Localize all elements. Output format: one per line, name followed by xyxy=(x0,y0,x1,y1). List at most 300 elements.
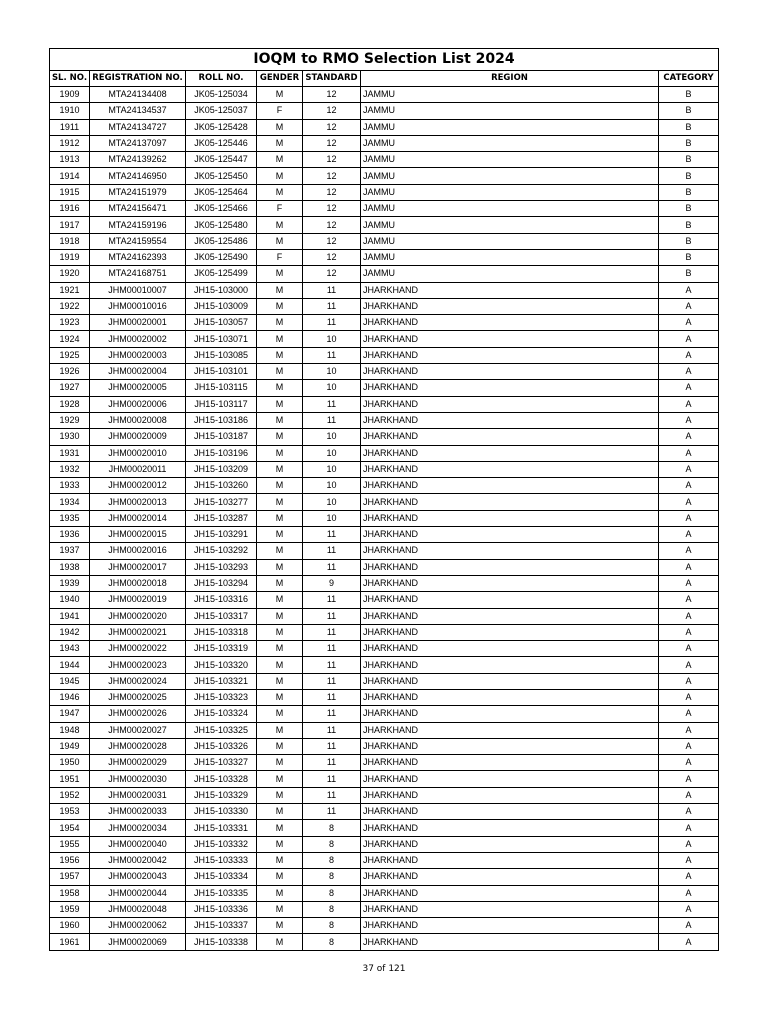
table-row xyxy=(50,135,719,151)
region-cell: JHARKHAND xyxy=(361,755,659,771)
roll-no-cell: JH15-103101 xyxy=(186,364,257,380)
sl-no-cell: 1937 xyxy=(50,543,90,559)
sl-no-cell: 1935 xyxy=(50,510,90,526)
sl-no-cell: 1961 xyxy=(50,934,90,950)
table-row xyxy=(50,298,719,314)
sl-no-cell: 1939 xyxy=(50,575,90,591)
region-cell: JAMMU xyxy=(361,152,659,168)
region-cell: JHARKHAND xyxy=(361,918,659,934)
region-cell: JAMMU xyxy=(361,168,659,184)
sl-no-cell: 1953 xyxy=(50,804,90,820)
region-cell: JHARKHAND xyxy=(361,461,659,477)
standard-cell: 11 xyxy=(303,315,361,331)
table-row xyxy=(50,657,719,673)
gender-cell: M xyxy=(257,820,303,836)
sl-no-cell: 1912 xyxy=(50,135,90,151)
gender-cell: M xyxy=(257,852,303,868)
column-header-gender: GENDER xyxy=(257,71,303,87)
category-cell: A xyxy=(659,575,719,591)
sl-no-cell: 1920 xyxy=(50,266,90,282)
registration-no-cell: JHM00020003 xyxy=(90,347,186,363)
gender-cell: M xyxy=(257,657,303,673)
registration-no-cell: JHM00020043 xyxy=(90,869,186,885)
standard-cell: 10 xyxy=(303,510,361,526)
table-row xyxy=(50,87,719,103)
sl-no-cell: 1928 xyxy=(50,396,90,412)
roll-no-cell: JH15-103331 xyxy=(186,820,257,836)
gender-cell: M xyxy=(257,885,303,901)
registration-no-cell: JHM00020033 xyxy=(90,804,186,820)
sl-no-cell: 1934 xyxy=(50,494,90,510)
table-row xyxy=(50,608,719,624)
region-cell: JHARKHAND xyxy=(361,510,659,526)
roll-no-cell: JH15-103319 xyxy=(186,641,257,657)
standard-cell: 12 xyxy=(303,103,361,119)
registration-no-cell: JHM00020013 xyxy=(90,494,186,510)
table-row xyxy=(50,901,719,917)
gender-cell: M xyxy=(257,543,303,559)
table-row xyxy=(50,527,719,543)
table-row xyxy=(50,934,719,950)
region-cell: JAMMU xyxy=(361,233,659,249)
standard-cell: 12 xyxy=(303,119,361,135)
category-cell: A xyxy=(659,494,719,510)
registration-no-cell: JHM00020040 xyxy=(90,836,186,852)
roll-no-cell: JH15-103186 xyxy=(186,412,257,428)
category-cell: B xyxy=(659,184,719,200)
table-row xyxy=(50,396,719,412)
standard-cell: 11 xyxy=(303,722,361,738)
sl-no-cell: 1913 xyxy=(50,152,90,168)
region-cell: JHARKHAND xyxy=(361,869,659,885)
gender-cell: M xyxy=(257,722,303,738)
gender-cell: F xyxy=(257,201,303,217)
standard-cell: 10 xyxy=(303,478,361,494)
registration-no-cell: JHM00020001 xyxy=(90,315,186,331)
registration-no-cell: JHM00020019 xyxy=(90,592,186,608)
gender-cell: M xyxy=(257,494,303,510)
table-row xyxy=(50,119,719,135)
region-cell: JHARKHAND xyxy=(361,706,659,722)
table-row xyxy=(50,755,719,771)
standard-cell: 10 xyxy=(303,364,361,380)
roll-no-cell: JH15-103187 xyxy=(186,429,257,445)
sl-no-cell: 1940 xyxy=(50,592,90,608)
gender-cell: M xyxy=(257,217,303,233)
registration-no-cell: MTA24137097 xyxy=(90,135,186,151)
table-row xyxy=(50,282,719,298)
roll-no-cell: JH15-103329 xyxy=(186,787,257,803)
region-cell: JHARKHAND xyxy=(361,429,659,445)
table-row xyxy=(50,315,719,331)
region-cell: JHARKHAND xyxy=(361,641,659,657)
registration-no-cell: JHM00010007 xyxy=(90,282,186,298)
gender-cell: M xyxy=(257,184,303,200)
registration-no-cell: JHM00020005 xyxy=(90,380,186,396)
table-row xyxy=(50,673,719,689)
gender-cell: M xyxy=(257,608,303,624)
table-row xyxy=(50,592,719,608)
sl-no-cell: 1931 xyxy=(50,445,90,461)
region-cell: JHARKHAND xyxy=(361,901,659,917)
table-row xyxy=(50,249,719,265)
standard-cell: 11 xyxy=(303,298,361,314)
standard-cell: 8 xyxy=(303,852,361,868)
sl-no-cell: 1951 xyxy=(50,771,90,787)
standard-cell: 11 xyxy=(303,706,361,722)
table-row xyxy=(50,787,719,803)
sl-no-cell: 1910 xyxy=(50,103,90,119)
gender-cell: M xyxy=(257,575,303,591)
gender-cell: M xyxy=(257,347,303,363)
registration-no-cell: MTA24151979 xyxy=(90,184,186,200)
region-cell: JHARKHAND xyxy=(361,608,659,624)
standard-cell: 11 xyxy=(303,347,361,363)
sl-no-cell: 1927 xyxy=(50,380,90,396)
table-row xyxy=(50,836,719,852)
table-row xyxy=(50,706,719,722)
roll-no-cell: JH15-103317 xyxy=(186,608,257,624)
category-cell: A xyxy=(659,657,719,673)
standard-cell: 11 xyxy=(303,689,361,705)
roll-no-cell: JK05-125037 xyxy=(186,103,257,119)
region-cell: JHARKHAND xyxy=(361,412,659,428)
registration-no-cell: JHM00010016 xyxy=(90,298,186,314)
roll-no-cell: JH15-103117 xyxy=(186,396,257,412)
category-cell: A xyxy=(659,331,719,347)
region-cell: JHARKHAND xyxy=(361,673,659,689)
category-cell: A xyxy=(659,298,719,314)
standard-cell: 11 xyxy=(303,804,361,820)
sl-no-cell: 1946 xyxy=(50,689,90,705)
roll-no-cell: JH15-103333 xyxy=(186,852,257,868)
category-cell: A xyxy=(659,820,719,836)
table-row xyxy=(50,575,719,591)
roll-no-cell: JH15-103321 xyxy=(186,673,257,689)
region-cell: JAMMU xyxy=(361,103,659,119)
region-cell: JHARKHAND xyxy=(361,689,659,705)
standard-cell: 10 xyxy=(303,331,361,347)
standard-cell: 11 xyxy=(303,787,361,803)
column-header-sl-no: SL. NO. xyxy=(50,71,90,87)
category-cell: B xyxy=(659,233,719,249)
page-number: 37 of 121 xyxy=(362,964,406,974)
gender-cell: M xyxy=(257,673,303,689)
sl-no-cell: 1950 xyxy=(50,755,90,771)
gender-cell: M xyxy=(257,168,303,184)
registration-no-cell: JHM00020006 xyxy=(90,396,186,412)
roll-no-cell: JK05-125466 xyxy=(186,201,257,217)
sl-no-cell: 1943 xyxy=(50,641,90,657)
registration-no-cell: JHM00020004 xyxy=(90,364,186,380)
registration-no-cell: JHM00020021 xyxy=(90,624,186,640)
registration-no-cell: JHM00020027 xyxy=(90,722,186,738)
region-cell: JHARKHAND xyxy=(361,396,659,412)
sl-no-cell: 1959 xyxy=(50,901,90,917)
roll-no-cell: JH15-103330 xyxy=(186,804,257,820)
region-cell: JAMMU xyxy=(361,201,659,217)
table-row xyxy=(50,331,719,347)
category-cell: A xyxy=(659,412,719,428)
gender-cell: M xyxy=(257,412,303,428)
table-row xyxy=(50,722,719,738)
registration-no-cell: JHM00020030 xyxy=(90,771,186,787)
category-cell: B xyxy=(659,168,719,184)
standard-cell: 11 xyxy=(303,527,361,543)
standard-cell: 10 xyxy=(303,461,361,477)
category-cell: A xyxy=(659,315,719,331)
table-row xyxy=(50,347,719,363)
standard-cell: 12 xyxy=(303,168,361,184)
standard-cell: 11 xyxy=(303,608,361,624)
gender-cell: M xyxy=(257,429,303,445)
registration-no-cell: JHM00020020 xyxy=(90,608,186,624)
region-cell: JHARKHAND xyxy=(361,380,659,396)
column-header-category: CATEGORY xyxy=(659,71,719,87)
category-cell: A xyxy=(659,885,719,901)
region-cell: JAMMU xyxy=(361,87,659,103)
region-cell: JHARKHAND xyxy=(361,331,659,347)
category-cell: B xyxy=(659,135,719,151)
roll-no-cell: JH15-103318 xyxy=(186,624,257,640)
registration-no-cell: JHM00020042 xyxy=(90,852,186,868)
registration-no-cell: MTA24159554 xyxy=(90,233,186,249)
sl-no-cell: 1958 xyxy=(50,885,90,901)
standard-cell: 10 xyxy=(303,380,361,396)
roll-no-cell: JH15-103085 xyxy=(186,347,257,363)
sl-no-cell: 1952 xyxy=(50,787,90,803)
registration-no-cell: MTA24134727 xyxy=(90,119,186,135)
standard-cell: 11 xyxy=(303,657,361,673)
registration-no-cell: JHM00020044 xyxy=(90,885,186,901)
standard-cell: 8 xyxy=(303,934,361,950)
column-header-region: REGION xyxy=(361,71,659,87)
registration-no-cell: JHM00020026 xyxy=(90,706,186,722)
roll-no-cell: JH15-103277 xyxy=(186,494,257,510)
sl-no-cell: 1944 xyxy=(50,657,90,673)
standard-cell: 12 xyxy=(303,217,361,233)
roll-no-cell: JH15-103332 xyxy=(186,836,257,852)
gender-cell: M xyxy=(257,738,303,754)
standard-cell: 8 xyxy=(303,869,361,885)
table-row xyxy=(50,364,719,380)
gender-cell: M xyxy=(257,559,303,575)
registration-no-cell: JHM00020023 xyxy=(90,657,186,673)
sl-no-cell: 1945 xyxy=(50,673,90,689)
roll-no-cell: JH15-103291 xyxy=(186,527,257,543)
gender-cell: M xyxy=(257,478,303,494)
column-header-standard: STANDARD xyxy=(303,71,361,87)
roll-no-cell: JH15-103287 xyxy=(186,510,257,526)
registration-no-cell: JHM00020025 xyxy=(90,689,186,705)
roll-no-cell: JH15-103326 xyxy=(186,738,257,754)
roll-no-cell: JH15-103338 xyxy=(186,934,257,950)
sl-no-cell: 1960 xyxy=(50,918,90,934)
registration-no-cell: MTA24162393 xyxy=(90,249,186,265)
roll-no-cell: JH15-103337 xyxy=(186,918,257,934)
category-cell: A xyxy=(659,787,719,803)
gender-cell: M xyxy=(257,869,303,885)
roll-no-cell: JH15-103115 xyxy=(186,380,257,396)
gender-cell: M xyxy=(257,934,303,950)
region-cell: JHARKHAND xyxy=(361,852,659,868)
standard-cell: 12 xyxy=(303,135,361,151)
registration-no-cell: JHM00020009 xyxy=(90,429,186,445)
gender-cell: M xyxy=(257,396,303,412)
table-row xyxy=(50,885,719,901)
category-cell: A xyxy=(659,559,719,575)
sl-no-cell: 1926 xyxy=(50,364,90,380)
region-cell: JAMMU xyxy=(361,119,659,135)
roll-no-cell: JH15-103335 xyxy=(186,885,257,901)
region-cell: JHARKHAND xyxy=(361,315,659,331)
roll-no-cell: JH15-103009 xyxy=(186,298,257,314)
roll-no-cell: JH15-103196 xyxy=(186,445,257,461)
category-cell: A xyxy=(659,347,719,363)
gender-cell: M xyxy=(257,918,303,934)
standard-cell: 11 xyxy=(303,282,361,298)
category-cell: A xyxy=(659,461,719,477)
roll-no-cell: JK05-125034 xyxy=(186,87,257,103)
table-row xyxy=(50,429,719,445)
category-cell: A xyxy=(659,608,719,624)
category-cell: A xyxy=(659,689,719,705)
category-cell: A xyxy=(659,738,719,754)
standard-cell: 12 xyxy=(303,201,361,217)
selection-list-table xyxy=(49,48,719,951)
region-cell: JHARKHAND xyxy=(361,478,659,494)
sl-no-cell: 1956 xyxy=(50,852,90,868)
gender-cell: F xyxy=(257,249,303,265)
table-row xyxy=(50,918,719,934)
standard-cell: 12 xyxy=(303,233,361,249)
standard-cell: 12 xyxy=(303,266,361,282)
registration-no-cell: JHM00020069 xyxy=(90,934,186,950)
standard-cell: 8 xyxy=(303,918,361,934)
category-cell: A xyxy=(659,755,719,771)
gender-cell: M xyxy=(257,233,303,249)
table-body xyxy=(50,87,719,951)
gender-cell: M xyxy=(257,152,303,168)
column-header-roll-no: ROLL NO. xyxy=(186,71,257,87)
category-cell: A xyxy=(659,510,719,526)
roll-no-cell: JK05-125490 xyxy=(186,249,257,265)
category-cell: B xyxy=(659,201,719,217)
category-cell: A xyxy=(659,543,719,559)
region-cell: JAMMU xyxy=(361,135,659,151)
standard-cell: 12 xyxy=(303,249,361,265)
table-row xyxy=(50,233,719,249)
registration-no-cell: JHM00020016 xyxy=(90,543,186,559)
gender-cell: M xyxy=(257,315,303,331)
sl-no-cell: 1909 xyxy=(50,87,90,103)
registration-no-cell: JHM00020012 xyxy=(90,478,186,494)
gender-cell: M xyxy=(257,755,303,771)
sl-no-cell: 1917 xyxy=(50,217,90,233)
sl-no-cell: 1948 xyxy=(50,722,90,738)
category-cell: A xyxy=(659,934,719,950)
region-cell: JHARKHAND xyxy=(361,738,659,754)
sl-no-cell: 1924 xyxy=(50,331,90,347)
roll-no-cell: JH15-103057 xyxy=(186,315,257,331)
region-cell: JHARKHAND xyxy=(361,771,659,787)
category-cell: A xyxy=(659,527,719,543)
gender-cell: M xyxy=(257,135,303,151)
standard-cell: 11 xyxy=(303,412,361,428)
registration-no-cell: JHM00020010 xyxy=(90,445,186,461)
region-cell: JHARKHAND xyxy=(361,722,659,738)
region-cell: JHARKHAND xyxy=(361,804,659,820)
category-cell: A xyxy=(659,624,719,640)
registration-no-cell: JHM00020062 xyxy=(90,918,186,934)
region-cell: JHARKHAND xyxy=(361,364,659,380)
gender-cell: M xyxy=(257,641,303,657)
category-cell: B xyxy=(659,87,719,103)
table-row xyxy=(50,804,719,820)
region-cell: JHARKHAND xyxy=(361,934,659,950)
sl-no-cell: 1916 xyxy=(50,201,90,217)
registration-no-cell: MTA24139262 xyxy=(90,152,186,168)
standard-cell: 11 xyxy=(303,396,361,412)
registration-no-cell: JHM00020014 xyxy=(90,510,186,526)
table-row xyxy=(50,543,719,559)
sl-no-cell: 1938 xyxy=(50,559,90,575)
category-cell: A xyxy=(659,706,719,722)
table-row xyxy=(50,738,719,754)
standard-cell: 12 xyxy=(303,87,361,103)
roll-no-cell: JH15-103316 xyxy=(186,592,257,608)
roll-no-cell: JH15-103209 xyxy=(186,461,257,477)
region-cell: JAMMU xyxy=(361,249,659,265)
registration-no-cell: JHM00020029 xyxy=(90,755,186,771)
standard-cell: 11 xyxy=(303,673,361,689)
standard-cell: 8 xyxy=(303,901,361,917)
category-cell: A xyxy=(659,380,719,396)
registration-no-cell: JHM00020017 xyxy=(90,559,186,575)
roll-no-cell: JK05-125464 xyxy=(186,184,257,200)
registration-no-cell: MTA24156471 xyxy=(90,201,186,217)
standard-cell: 10 xyxy=(303,445,361,461)
registration-no-cell: JHM00020024 xyxy=(90,673,186,689)
registration-no-cell: MTA24134408 xyxy=(90,87,186,103)
document-title: IOQM to RMO Selection List 2024 xyxy=(50,49,719,71)
category-cell: A xyxy=(659,901,719,917)
category-cell: A xyxy=(659,869,719,885)
registration-no-cell: JHM00020002 xyxy=(90,331,186,347)
gender-cell: M xyxy=(257,706,303,722)
roll-no-cell: JH15-103336 xyxy=(186,901,257,917)
gender-cell: M xyxy=(257,445,303,461)
title-row xyxy=(50,49,719,71)
standard-cell: 11 xyxy=(303,771,361,787)
table-row xyxy=(50,168,719,184)
registration-no-cell: JHM00020018 xyxy=(90,575,186,591)
gender-cell: M xyxy=(257,87,303,103)
roll-no-cell: JH15-103260 xyxy=(186,478,257,494)
gender-cell: M xyxy=(257,624,303,640)
roll-no-cell: JK05-125499 xyxy=(186,266,257,282)
gender-cell: M xyxy=(257,527,303,543)
gender-cell: M xyxy=(257,771,303,787)
gender-cell: M xyxy=(257,380,303,396)
registration-no-cell: JHM00020022 xyxy=(90,641,186,657)
standard-cell: 10 xyxy=(303,429,361,445)
category-cell: B xyxy=(659,217,719,233)
table-row xyxy=(50,771,719,787)
region-cell: JHARKHAND xyxy=(361,445,659,461)
category-cell: A xyxy=(659,396,719,412)
table-row xyxy=(50,624,719,640)
